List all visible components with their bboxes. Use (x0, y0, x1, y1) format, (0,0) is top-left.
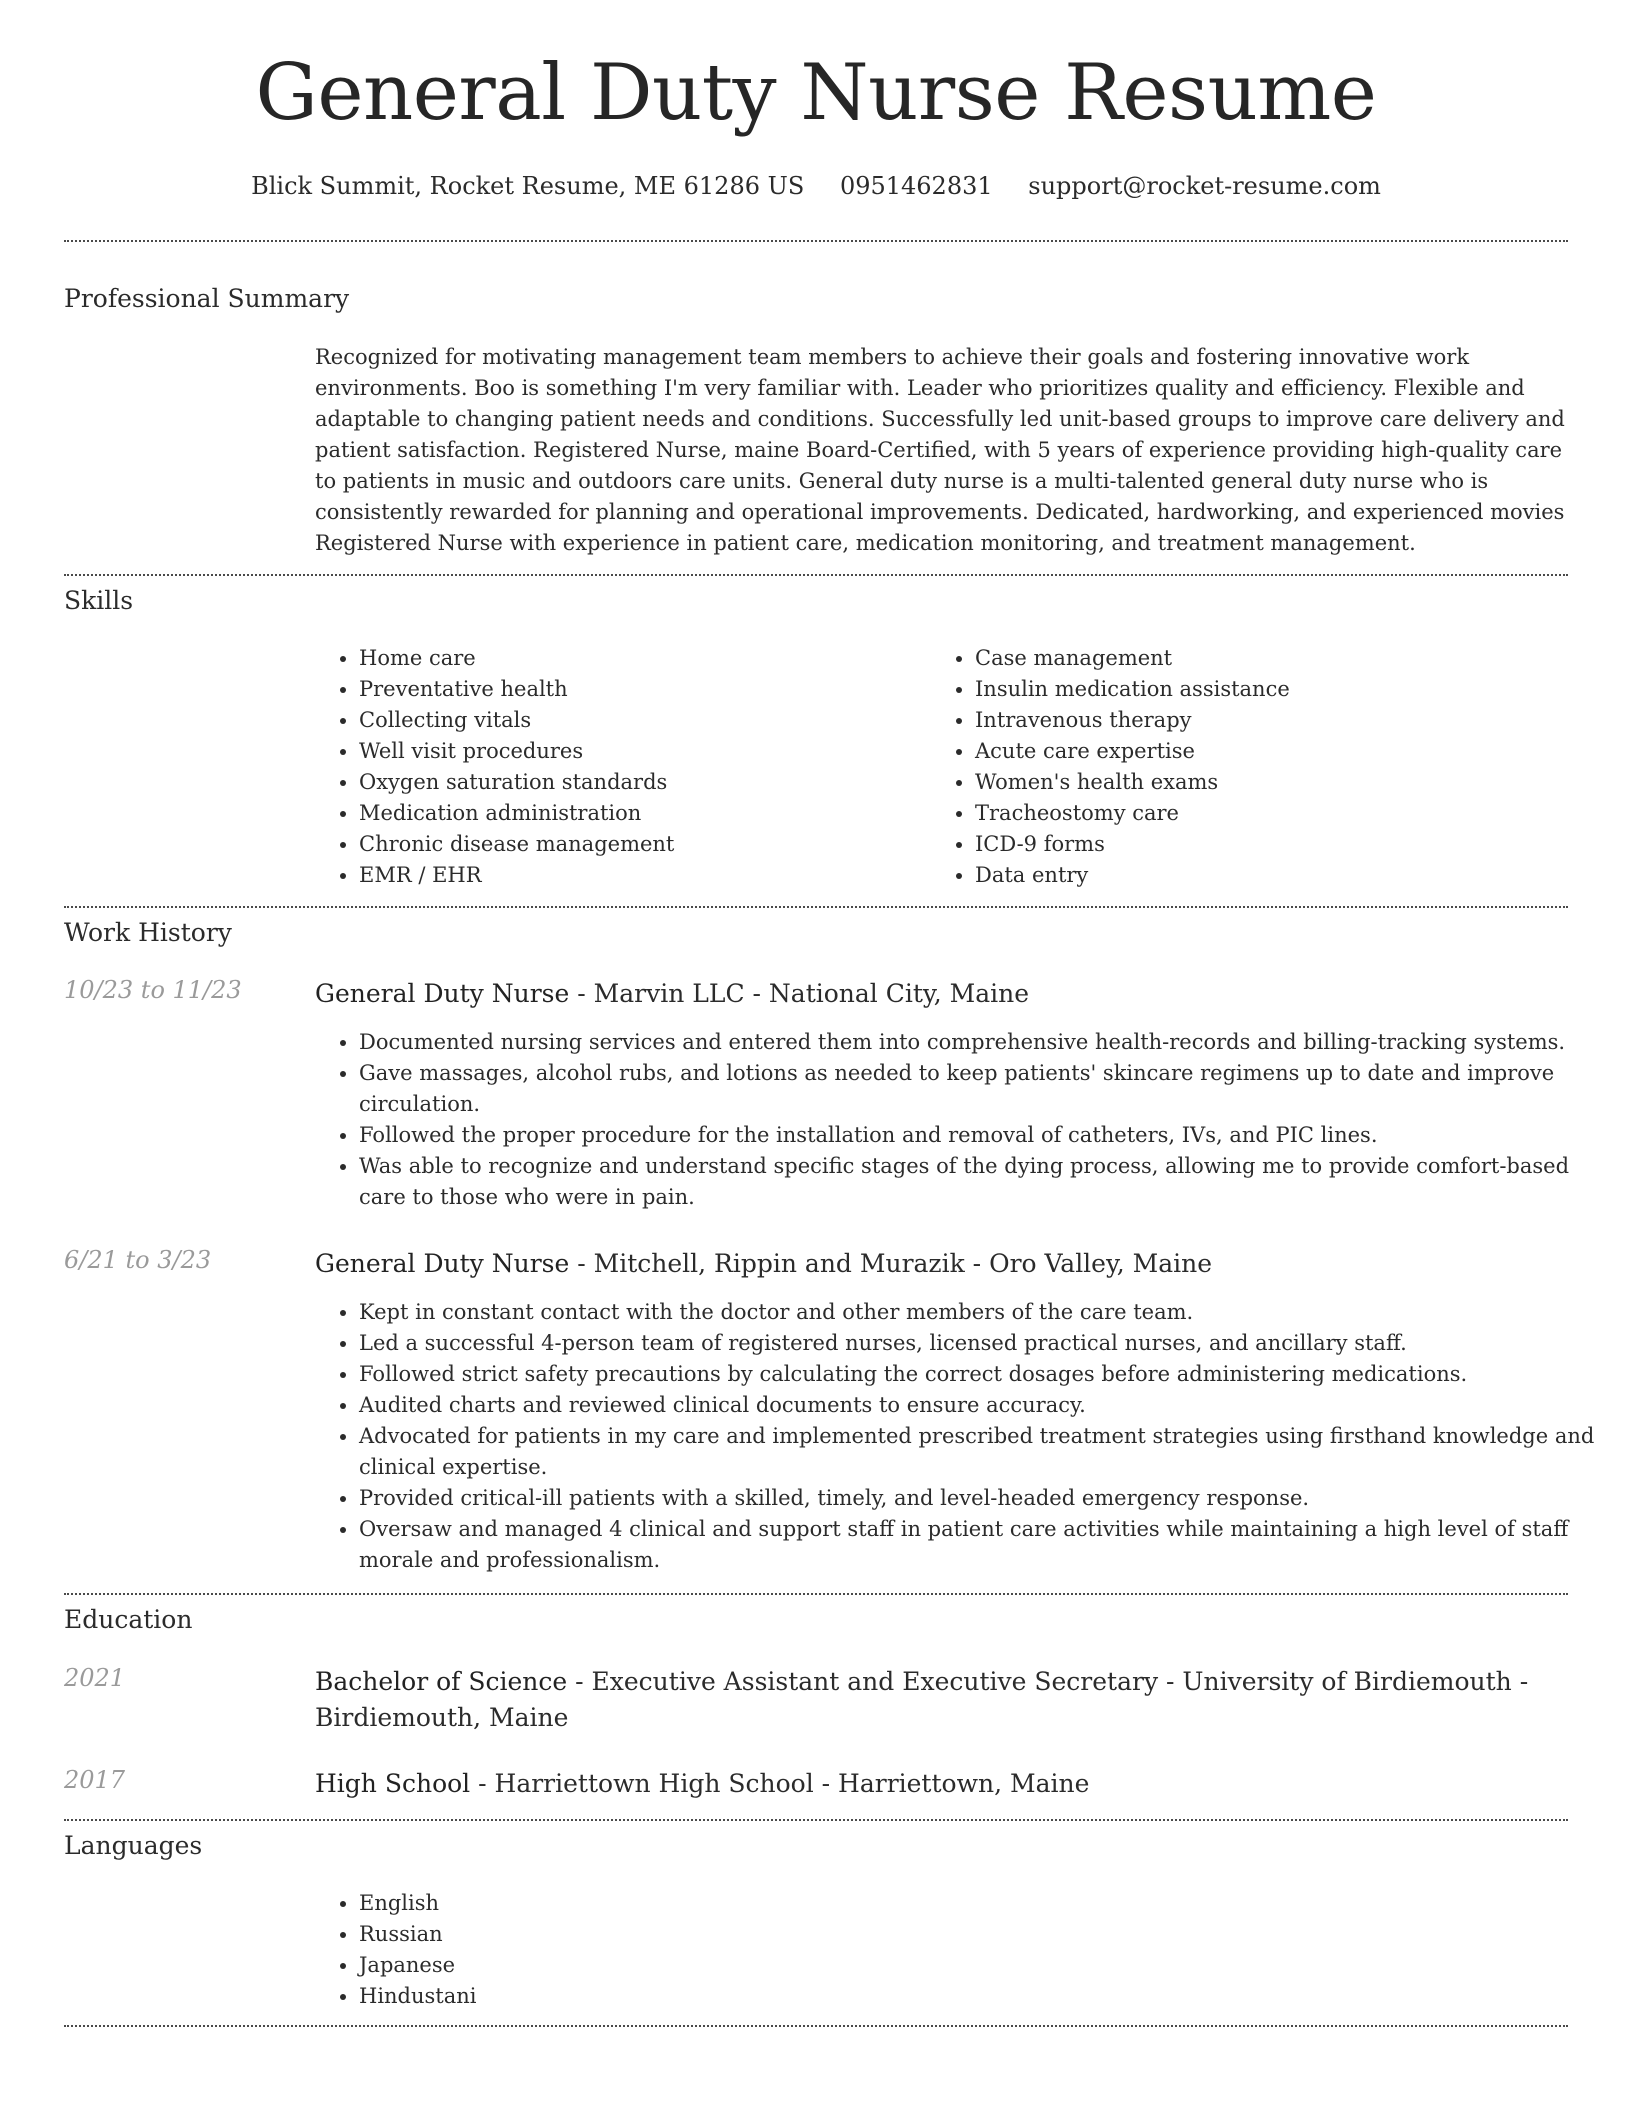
education-degree: Bachelor of Science (315, 1667, 568, 1696)
section-divider (64, 574, 1568, 576)
skill-item: • Preventative health (359, 674, 919, 705)
section-divider (64, 906, 1568, 908)
skill-item: • Collecting vitals (359, 705, 919, 736)
job-bullet: • Led a successful 4-person team of registered nurses, licensed practical nurses, and ancillary staff. (359, 1328, 1609, 1359)
languages-list (315, 1888, 959, 2012)
language-item: • Russian (359, 1919, 959, 1950)
skill-item: • Insulin medication assistance (975, 674, 1575, 705)
skill-item: • ICD-9 forms (975, 829, 1575, 860)
job-role: General Duty Nurse (315, 979, 570, 1008)
skill-item: • Chronic disease management (359, 829, 919, 860)
job-bullets (315, 1027, 1609, 1213)
languages-heading: Languages (64, 1831, 203, 1860)
education-heading: Education (64, 1605, 193, 1634)
section-divider (64, 240, 1568, 242)
job-role: General Duty Nurse (315, 1249, 570, 1278)
language-item: • Hindustani (359, 1981, 959, 2012)
job-heading (315, 1246, 1565, 1282)
job-bullet: • Advocated for patients in my care and implemented prescribed treatment strategies using firsthand knowledge and clinical expertise. (359, 1421, 1609, 1483)
skill-item: • Home care (359, 643, 919, 674)
job-bullet: • Followed the proper procedure for the installation and removal of catheters, IVs, and PIC lines. (359, 1120, 1609, 1151)
job-bullets (315, 1297, 1609, 1576)
skill-item: • Acute care expertise (975, 736, 1575, 767)
job-bullet: • Was able to recognize and understand specific stages of the dying process, allowing me to provide comfort-based care to those who were in pain. (359, 1151, 1609, 1213)
section-divider (64, 1819, 1568, 1821)
job-dates: 10/23 to 11/23 (64, 976, 242, 1004)
education-year: 2017 (64, 1766, 126, 1794)
skills-list-left (315, 643, 919, 891)
skill-item: • Tracheostomy care (975, 798, 1575, 829)
language-item: • Japanese (359, 1950, 959, 1981)
skills-heading: Skills (64, 586, 134, 615)
job-bullet: • Followed strict safety precautions by calculating the correct dosages before administering medications. (359, 1359, 1609, 1390)
job-dates: 6/21 to 3/23 (64, 1246, 212, 1274)
summary-heading: Professional Summary (64, 284, 350, 313)
work-history-heading: Work History (64, 918, 232, 947)
job-bullet: • Audited charts and reviewed clinical documents to ensure accuracy. (359, 1390, 1609, 1421)
page-title: General Duty Nurse Resume (255, 48, 1377, 138)
education-degree: High School (315, 1769, 471, 1798)
job-bullet: • Gave massages, alcohol rubs, and lotions as needed to keep patients' skincare regimens up to date and improve circulation. (359, 1058, 1609, 1120)
summary-text: Recognized for motivating management team members to achieve their goals and fostering innovative work environments. Boo is something I'm very familiar with. Leader who prioritizes quality and efficiency. Flexible and adaptable to changing patient needs and conditions. Successfully led unit-based groups to improve care delivery and patient satisfaction. Registered Nurse, maine Board-Certified, with 5 years of experience providing high-quality care to patients in music and outdoors care units. General duty nurse is a multi-talented general duty nurse who is consistently rewarded for planning and operational improvements. Dedicated, hardworking, and experienced movies Registered Nurse with experience in patient care, medication monitoring, and treatment management. (315, 345, 1565, 555)
education-entry (315, 1664, 1565, 1736)
education-entry (315, 1766, 1565, 1802)
job-employer: - Mitchell, Rippin and Murazik - Oro Valley, Maine (569, 1249, 1213, 1278)
skill-item: • Oxygen saturation standards (359, 767, 919, 798)
skills-list-right (931, 643, 1575, 891)
job-bullet: • Oversaw and managed 4 clinical and support staff in patient care activities while maintaining a high level of staff morale and professionalism. (359, 1514, 1609, 1576)
education-school: - Executive Assistant and Executive Secretary - University of Birdiemouth - Birdiemouth, Maine (315, 1667, 1529, 1732)
language-item: • English (359, 1888, 959, 1919)
education-school: - Harriettown High School - Harriettown, Maine (470, 1769, 1090, 1798)
skill-item: • Medication administration (359, 798, 919, 829)
job-bullet: • Provided critical-ill patients with a skilled, timely, and level-headed emergency response. (359, 1483, 1609, 1514)
skill-item: • Women's health exams (975, 767, 1575, 798)
section-divider (64, 2025, 1568, 2027)
education-year: 2021 (64, 1664, 126, 1692)
skill-item: • EMR / EHR (359, 860, 919, 891)
skill-item: • Well visit procedures (359, 736, 919, 767)
job-bullet: • Kept in constant contact with the doctor and other members of the care team. (359, 1297, 1609, 1328)
contact-line (0, 172, 1632, 200)
contact-phone: 0951462831 (839, 172, 993, 200)
skill-item: • Case management (975, 643, 1575, 674)
contact-email: support@rocket-resume.com (1028, 172, 1381, 200)
skill-item: • Data entry (975, 860, 1575, 891)
skill-item: • Intravenous therapy (975, 705, 1575, 736)
job-employer: - Marvin LLC - National City, Maine (569, 979, 1029, 1008)
section-divider (64, 1593, 1568, 1595)
job-heading (315, 976, 1565, 1012)
contact-address: Blick Summit, Rocket Resume, ME 61286 US (251, 172, 805, 200)
job-bullet: • Documented nursing services and entered them into comprehensive health-records and billing-tracking systems. (359, 1027, 1609, 1058)
